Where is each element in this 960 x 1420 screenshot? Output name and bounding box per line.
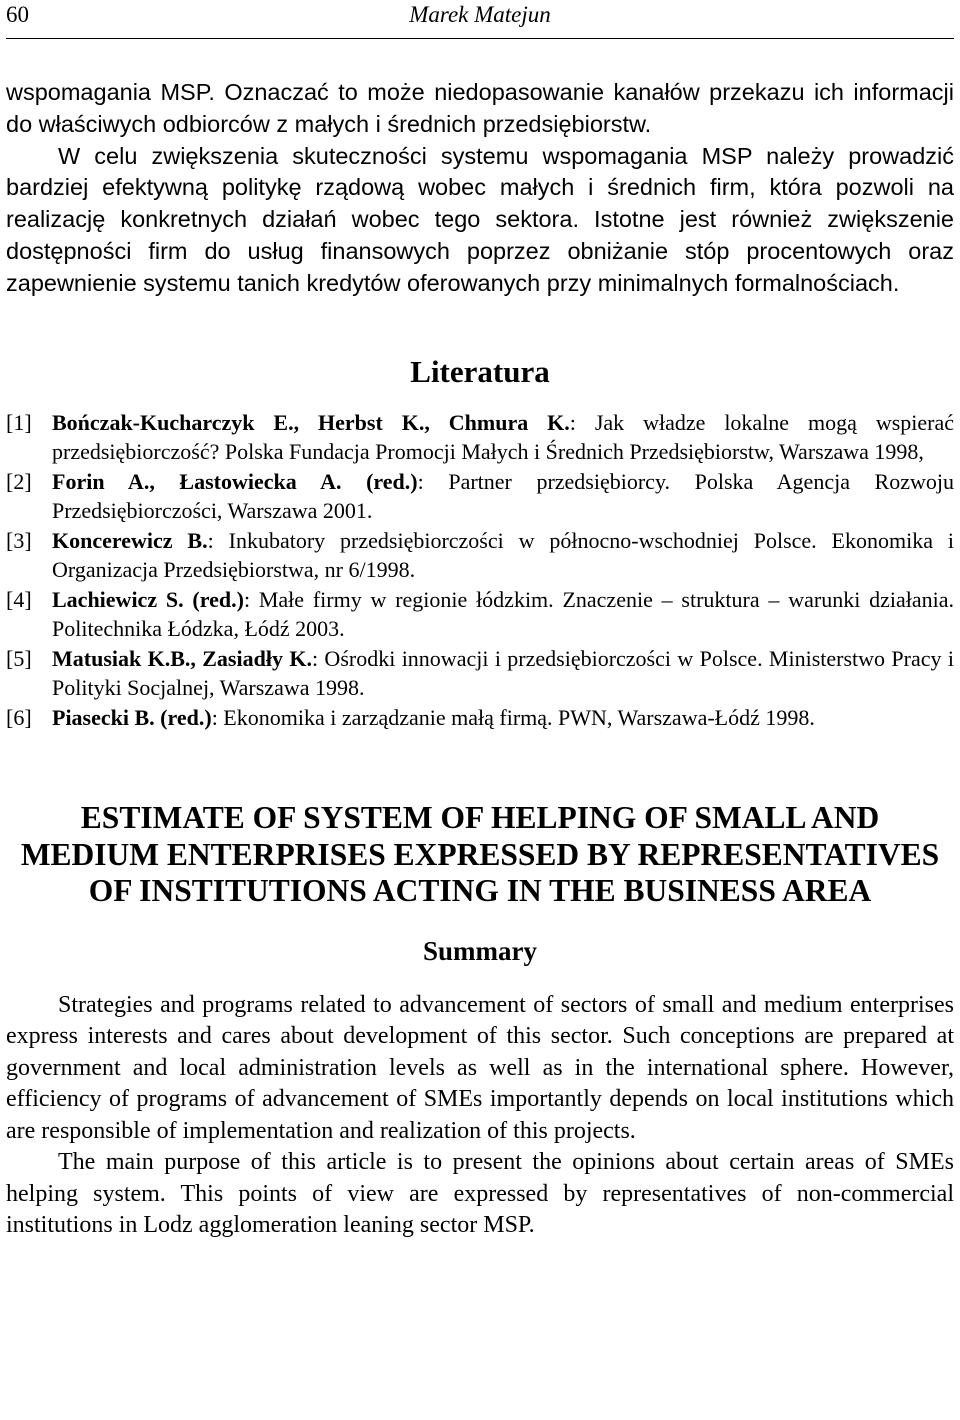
- ref-number: [4]: [6, 586, 32, 612]
- ref-number: [2]: [6, 468, 32, 494]
- ref-number: [6]: [6, 704, 32, 730]
- bibliography-entry: [6, 408, 954, 467]
- summary-paragraph: The main purpose of this article is to present the opinions about certain areas of SMEs helping system. This points of view are expressed by representatives of non-commercial institutions in Lodz agglomeration leaning sector MSP.: [6, 1149, 954, 1239]
- bibliography-entry: [6, 644, 954, 703]
- english-title: [6, 732, 954, 910]
- english-title-line: OF INSTITUTIONS ACTING IN THE BUSINESS AREA: [88, 873, 872, 909]
- ref-number: [1]: [6, 409, 32, 435]
- ref-details: : Ośrodki innowacji i przedsiębiorczości w Polsce. Ministerstwo Pracy i Polityki Socjalnej, Warszawa 1998.: [52, 645, 954, 701]
- body-paragraph-continued: wspomagania MSP. Oznaczać to może niedopasowanie kanałów przekazu ich informacji do właściwych odbiorców z małych i średnich przedsiębiorstw.: [6, 79, 954, 137]
- ref-details: : Ekonomika i zarządzanie małą firmą. PWN, Warszawa-Łódź 1998.: [211, 704, 815, 730]
- bibliography-entry: [6, 526, 954, 585]
- english-title-line: MEDIUM ENTERPRISES EXPRESSED BY REPRESENTATIVES: [20, 836, 940, 872]
- ref-authors: Lachiewicz S. (red.): [52, 586, 244, 612]
- ref-details: : Partner przedsiębiorcy. Polska Agencja Rozwoju Przedsiębiorczości, Warszawa 2001.: [52, 468, 954, 524]
- page-number: 60: [6, 2, 29, 27]
- bibliography-entry: [6, 467, 954, 526]
- running-author: Marek Matejun: [409, 2, 551, 27]
- bibliography-entry: [6, 703, 954, 733]
- body-paragraph: W celu zwiększenia skuteczności systemu wspomagania MSP należy prowadzić bardziej efektywną politykę rządową wobec małych i średnich firm, która pozwoli na realizację konkretnych działań wobec tego sektora. Istotne jest również zwiększenie dostępności firm do usług finansowych poprzez obniżanie stóp procentowych oraz zapewnienie systemu tanich kredytów oferowanych przy minimalnych formalnościach.: [6, 142, 954, 296]
- ref-authors: Bończak-Kucharczyk E., Herbst K., Chmura K.: [52, 409, 570, 435]
- summary-paragraph: Strategies and programs related to advancement of sectors of small and medium enterprises express interests and cares about development of this sector. Such conceptions are prepared at government and local administration levels as well as in the international sphere. However, efficiency of programs of advancement of SMEs importantly depends on local institutions which are responsible of implementation and realization of this projects.: [6, 991, 954, 1144]
- ref-authors: Forin A., Łastowiecka A. (red.): [52, 468, 418, 494]
- ref-authors: Matusiak K.B., Zasiadły K.: [52, 645, 312, 671]
- ref-number: [5]: [6, 645, 32, 671]
- ref-details: : Małe firmy w regionie łódzkim. Znaczenie – struktura – warunki działania. Politechnika Łódzka, Łódź 2003.: [52, 586, 955, 642]
- bibliography-heading: Literatura: [410, 353, 550, 389]
- english-title-line: ESTIMATE OF SYSTEM OF HELPING OF SMALL AND: [80, 800, 880, 836]
- running-header: [6, 0, 954, 39]
- summary-heading: Summary: [423, 935, 537, 966]
- ref-authors: Koncerewicz B.: [52, 527, 208, 553]
- bibliography-list: [6, 408, 954, 733]
- ref-authors: Piasecki B. (red.): [52, 704, 212, 730]
- bibliography-entry: [6, 585, 954, 644]
- ref-number: [3]: [6, 527, 32, 553]
- ref-details: : Jak władze lokalne mogą wspierać przedsiębiorczość? Polska Fundacja Promocji Małych i Średnich Przedsiębiorstw, Warszawa 1998,: [52, 409, 955, 465]
- ref-details: : Inkubatory przedsiębiorczości w północno-wschodniej Polsce. Ekonomika i Organizacja Przedsiębiorstwa, nr 6/1998.: [52, 527, 954, 583]
